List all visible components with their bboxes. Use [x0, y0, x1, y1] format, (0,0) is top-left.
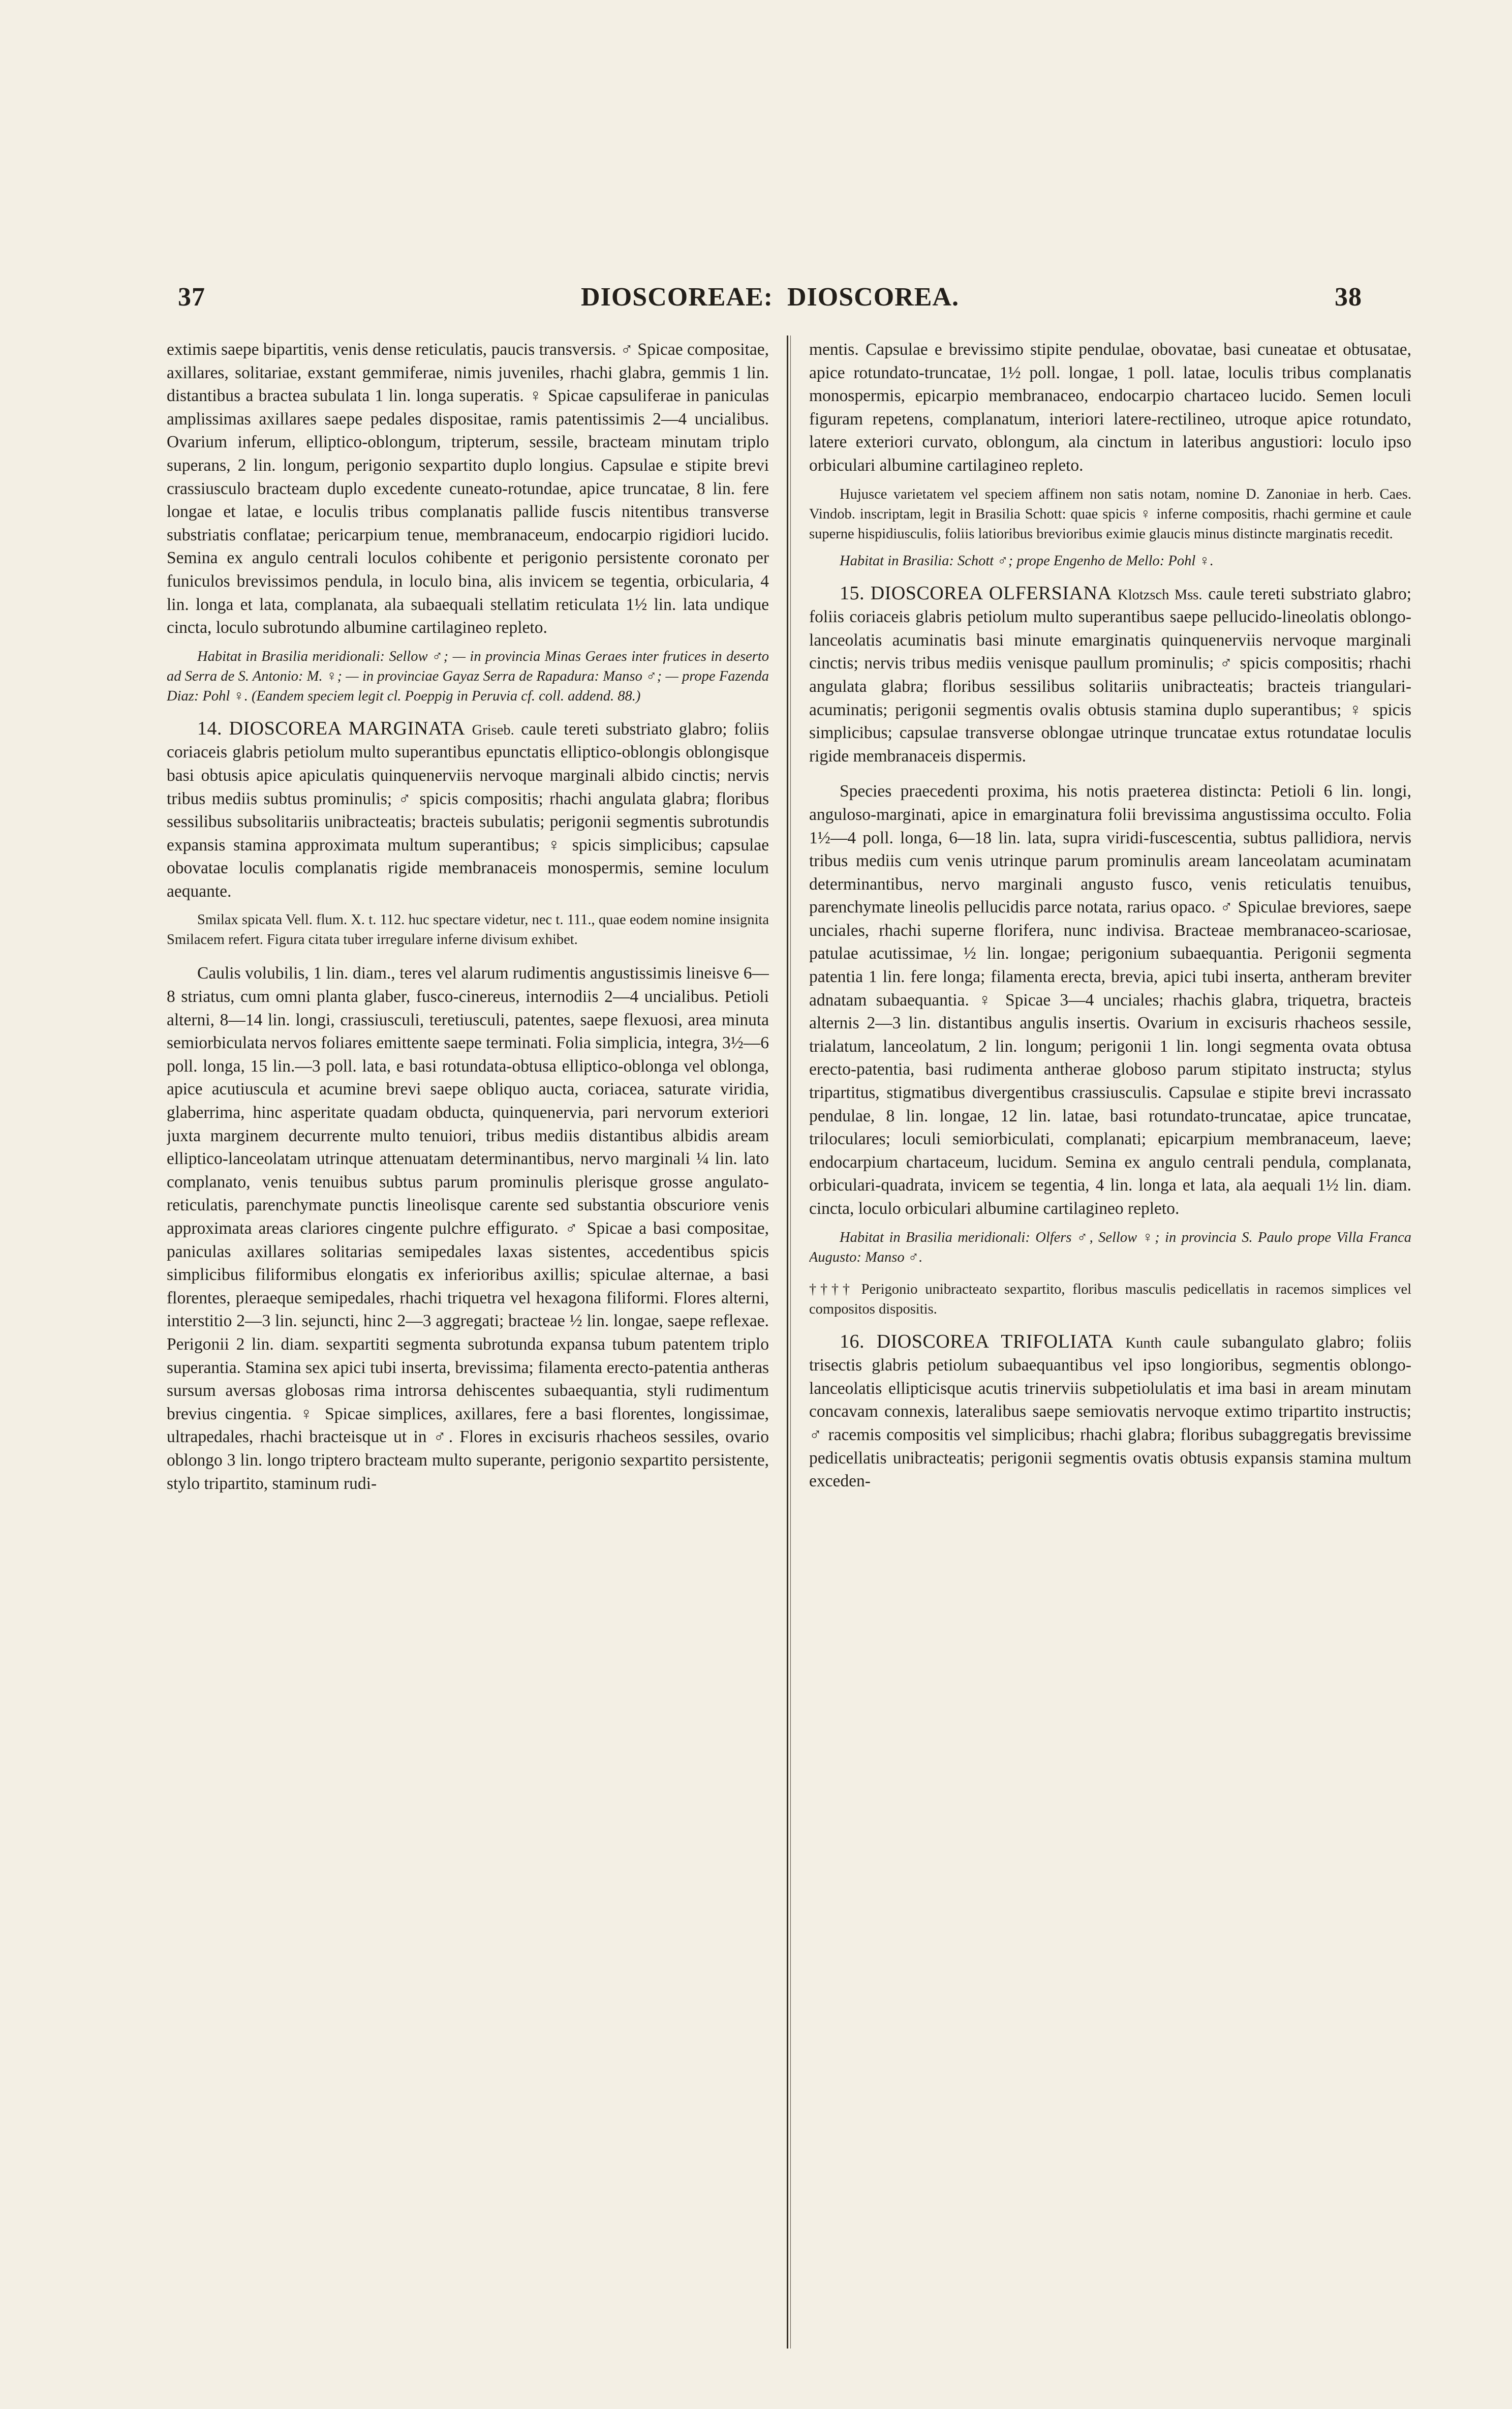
paragraph-description-continued: mentis. Capsulae e brevissimo stipite pendulae, obovatae, basi cuneatae et obtusatae, apice rotundato-truncatae, 1½ poll. longae, 1 poll. latae, loculis tribus complanatis monospermis, epicarpio membranaceo, endocarpio chartaceo lucido. Semen loculi figuram repetens, complanatum, interiori latere-rectilineo, utroque apice rotundato, latere exteriori curvato, oblongum, ala cinctum in lateribus angustiori: loculo ipso orbiculari albumine cartilagineo repleto.	[809, 340, 1411, 475]
synonym-note: Smilax spicata Vell. flum. X. t. 112. huc spectare videtur, nec t. 111., quae eodem nomine insignita Smilacem refert. Figura citata tuber irregulare inferne divisum exhibet.	[167, 912, 769, 948]
page-number-left: 37	[178, 283, 205, 312]
page-number-right: 38	[1335, 283, 1362, 312]
species-name: DIOSCOREA OLFERSIANA	[870, 582, 1112, 604]
species-number: 16.	[840, 1330, 865, 1352]
species-diagnosis: caule tereti substriato glabro; foliis coriaceis glabris petiolum multo superantibus epunctatis elliptico-oblongis oblongisque basi obtusis apice apiculatis quinquenerviis nervoque marginali albido cinctis; nervis tribus mediis subtus prominulis; ♂ spicis compositis; rhachi angulata glabra; floribus sessilibus subsolitariis unibracteatis; bracteis subulatis; perigonii segmentis subrotundis expansis stamina approximata multum superantibus; ♀ spicis simplicibus; capsulae obovatae loculis complanatis rigide membranaceis monospermis, semine loculum aequante.	[167, 719, 769, 901]
paragraph-description: Caulis volubilis, 1 lin. diam., teres vel alarum rudimentis angustissimis lineisve 6—8 striatus, cum omni planta glaber, fusco-cinereus, internodiis 2—4 uncialibus. Petioli alterni, 8—14 lin. longi, crassiusculi, teretiusculi, patentes, saepe flexuosi, area minuta semiorbiculata nervos foliares emittente saepe terminati. Folia simplicia, integra, 3½—6 poll. longa, 15 lin.—3 poll. lata, e basi rotundata-obtusa elliptico-oblonga vel oblonga, apice acutiuscula et acumine brevi saepe obliquo aucta, coriacea, saturate viridia, glaberrima, hinc asperitate quadam obducta, quinquenervia, pari nervorum exteriori juxta marginem decurrente multo tenuiori, tribus mediis distantibus albidis aream elliptico-lanceolatam utrinque attenuatam determinantibus, nervo marginali ¼ lin. lato complanato, venis tenuibus subtus parum prominulis plerisque grosse angulato-reticulatis, parenchymate punctis lineolisque carente sed substantia obscuriore venis approximata areas clariores cingente pulchre effigurato. ♂ Spicae a basi compositae, paniculas axillares solitarias semipedales laxas sistentes, accedentibus spicis simplicibus filiformibus elongatis ex inferioribus axillis; spiculae alternae, a basi florentes, pleraeque semipedales, rhachi triquetra vel hexagona filiformi. Flores alterni, interstitio 2—3 lin. sejuncti, hinc 2—3 aggregati; bracteae ½ lin. longae, saepe reflexae. Perigonii 2 lin. diam. sexpartiti segmenta subrotunda expansa tubum patentem triplo superantia. Stamina sex apici tubi inserta, brevissima; filamenta erecto-patentia antheras sursum aversas globosas rima introrsa dehiscentes subaequantia, styli rudimentum brevius cingentia. ♀ Spicae simplices, axillares, fere a basi florentes, longissimae, ultrapedales, rhachi bracteisque ut in ♂. Flores in excisuris rhacheos sessiles, ovario oblongo 3 lin. longo triptero bracteam multo superante, perigonio sexpartito persistente, stylo tripartito, staminum rudi-	[167, 964, 769, 1493]
species-number: 14.	[197, 717, 222, 739]
species-author: Griseb.	[472, 722, 514, 738]
habitat-note: Habitat in Brasilia meridionali: Olfers ♂, Sellow ♀; in provincia S. Paulo prope Villa Franca Augusto: Manso ♂.	[809, 1229, 1411, 1265]
left-column	[167, 338, 769, 2351]
species-author: Klotzsch Mss.	[1118, 587, 1202, 603]
running-title: DIOSCOREAE: DIOSCOREA.	[581, 283, 959, 312]
paragraph-description-continued: extimis saepe bipartitis, venis dense reticulatis, paucis transversis. ♂ Spicae compositae, axillares, solitariae, exstant gemmiferae, nimis juveniles, rhachi glabra, gemmis 1 lin. distantibus a bractea subulata 1 lin. longa superatis. ♀ Spicae capsuliferae in paniculas amplissimas axillares saepe pedales dispositae, ramis patentissimis 2—4 uncialibus. Ovarium inferum, elliptico-oblongum, tripterum, sessile, bracteam minutam triplo superans, 2 lin. longum, perigonio sexpartito duplo longius. Capsulae e stipite brevi crassiusculo bracteam duplo excedente cuneato-rotundae, apice truncatae, 8 lin. fere longae et latae, e loculis tribus complanatis pallide fuscis nitentibus transverse substriatis conflatae; pericarpium tenue, membranaceum, endocarpio rigidiori lucido. Semina ex angulo centrali loculos cohibente et perigonio persistente coronato per funiculos brevissimos pendula, in loculo bina, alis invicem se tegentia, orbicularia, 4 lin. longa et lata, complanata, ala subaequali stellatim reticulata 1½ lin. lata undique cincta, loculo subrotundo albumine cartilagineo repleto.	[167, 340, 769, 637]
column-divider-thin	[790, 336, 791, 2349]
right-column	[809, 338, 1411, 2351]
species-author: Kunth	[1125, 1335, 1162, 1351]
column-divider	[787, 336, 788, 2349]
habitat-note: Habitat in Brasilia: Schott ♂; prope Engenho de Mello: Pohl ♀.	[840, 553, 1214, 569]
section-marker: ††††	[809, 1281, 854, 1297]
species-14-heading	[167, 717, 769, 903]
species-name: DIOSCOREA TRIFOLIATA	[876, 1330, 1114, 1352]
species-name: DIOSCOREA MARGINATA	[229, 717, 466, 739]
paragraph-description: Species praecedenti proxima, his notis praeterea distincta: Petioli 6 lin. longi, anguloso-marginati, apice in emarginatura folii brevissima angustissima occulto. Folia 1½—4 poll. longa, 6—18 lin. lata, supra viridi-fuscescentia, subtus pallidiora, nervis tribus mediis cum venis utrinque parum prominulis aream lanceolatam acuminatam determinantibus, nervo marginali angusto fusco, venis reticulatis tenuibus, parenchymate lineolis pellucidis parce notata, rarius opaco. ♂ Spiculae breviores, saepe unciales, rhachi superne florifera, nunc indivisa. Bracteae membranaceo-scariosae, patulae acutissimae, ½ lin. longae; perigonium subaequantia. Perigonii segmenta patentia 1 lin. fere longa; filamenta erecta, brevia, apici tubi inserta, antheram breviter adnatam subaequantia. ♀ Spicae 3—4 unciales; rhachis glabra, triquetra, bracteis alternis 2—3 lin. distantibus angulis insertis. Ovarium in excisuris rhacheos sessile, trialatum, lanceolatum, 2 lin. longum; perigonii 1 lin. longi segmenta ovata obtusa erecto-patentia, basi rudimenta antherae globoso parum stipitato instructa; stylus tripartitus, stigmatibus divergentibus crassiusculis. Capsulae e stipite brevi incrassato pendulae, 8 lin. longae, 12 lin. latae, basi rotundato-truncatae, apice truncatae, triloculares; loculi semiorbiculati, complanati; epicarpium membranaceum, laeve; endocarpium chartaceum, lucidum. Semina ex angulo centrali pendula, complanata, orbiculari-quadrata, invicem se tegentia, 4 lin. longa et lata, ala aequali 1½ lin. diam. cincta, loculo orbiculari albumine cartilagineo repleto.	[809, 782, 1411, 1218]
variety-note: Hujusce varietatem vel speciem affinem non satis notam, nomine D. Zanoniae in herb. Caes. Vindob. inscriptam, legit in Brasilia Schott: quae spicis ♀ inferne compositis, rhachi germine et caule superne hispidiusculis, foliis latioribus brevioribus eximie glaucis minus distincte marginatis recedit.	[809, 486, 1411, 542]
page-header	[173, 282, 1367, 318]
species-diagnosis: caule subangulato glabro; foliis trisectis glabris petiolum subaequantibus vel ipso longioribus, segmentis oblongo-lanceolatis ellipticisque acutis trinerviis subpetiolulatis et ima basi in aream minutam concavam connexis, lateralibus saepe semiovatis nervoque extimo tripartito instructis; ♂ racemis compositis vel simplicibus; rhachi glabra; floribus subaggregatis brevissime pedicellatis unibracteatis; perigonii segmentis ovatis obtusis expansis stamina multum exceden-	[809, 1332, 1411, 1491]
species-diagnosis: caule tereti substriato glabro; foliis coriaceis glabris petiolum multo superantibus saepe pellucido-lineolatis oblongo-lanceolatis acuminatis basi minute emarginatis quinquenerviis nervoque marginali cinctis; nervis tribus mediis venisque paullum prominulis; ♂ spicis compositis; rhachi angulata glabra; floribus sessilibus solitariis unibracteatis; bracteis triangulari-acuminatis; perigonii segmentis ovalis obtusis stamina duplo superantibus; ♀ spicis simplicibus; capsulae transverse oblongae utrinque truncatae extus rotundatae loculis rigide membranaceis dispermis.	[809, 584, 1411, 766]
habitat-note: Habitat in Brasilia meridionali: Sellow ♂; — in provincia Minas Geraes inter frutices in deserto ad Serra de S. Antonio: M. ♀; — in provinciae Gayaz Serra de Rapadura: Manso ♂; — prope Fazenda Diaz: Pohl ♀. (Eandem speciem legit cl. Poeppig in Peruvia cf. coll. addend. 88.)	[167, 648, 769, 704]
species-16-heading	[809, 1330, 1411, 1493]
species-15-heading	[809, 582, 1411, 768]
species-number: 15.	[840, 582, 865, 604]
section-note	[809, 1279, 1411, 1319]
section-description: Perigonio unibracteato sexpartito, floribus masculis pedicellatis in racemos simplices vel compositos dispositis.	[809, 1281, 1411, 1317]
